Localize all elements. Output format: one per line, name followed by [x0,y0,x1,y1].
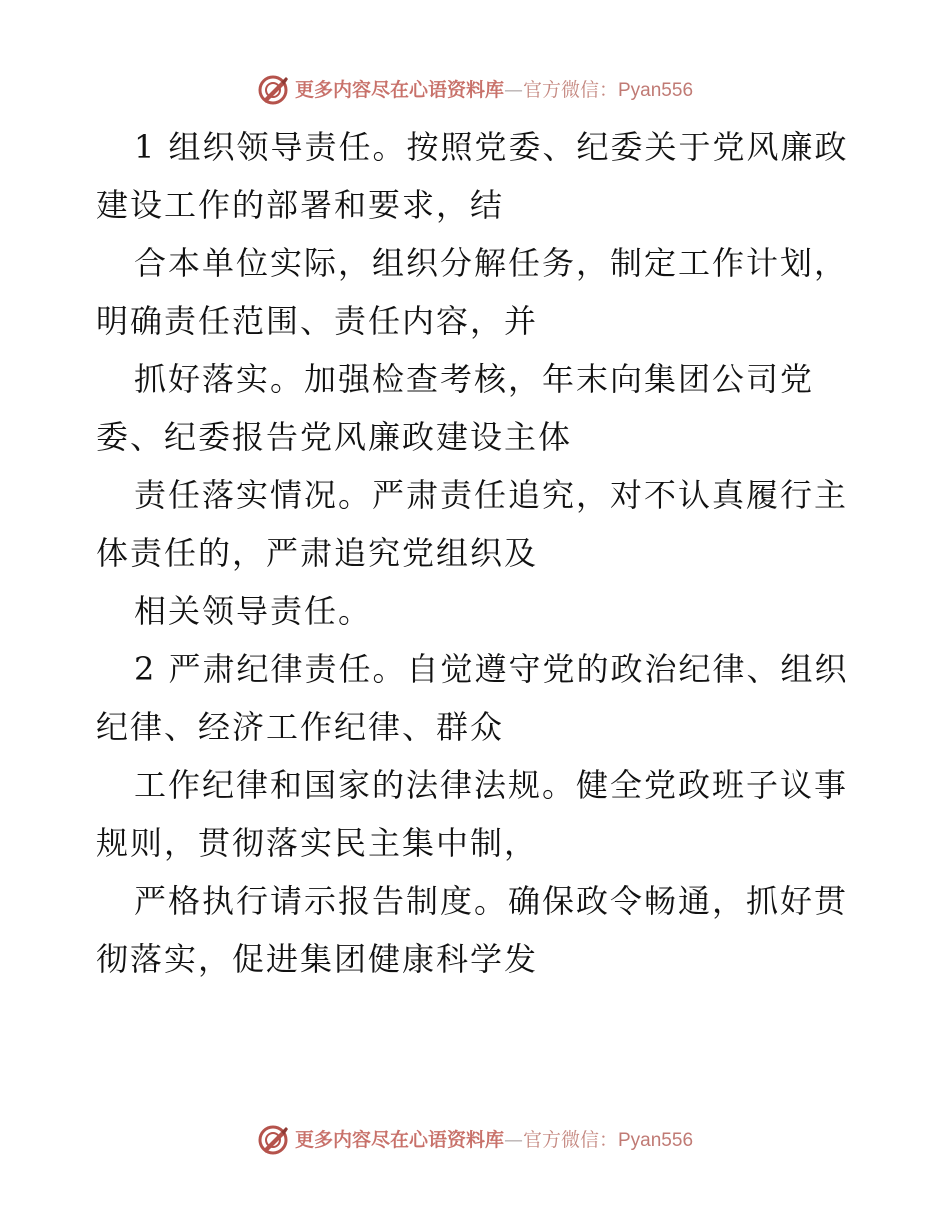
paragraph-line: 相关领导责任。 [134,592,373,630]
header-banner-title: 更多内容尽在心语资料库 [294,78,504,101]
paragraph-line: 纪律、经济工作纪律、群众 [96,708,505,746]
paragraph-line: 委、纪委报告党风廉政建设主体 [96,418,573,456]
footer-banner-wechat-label: 官方微信： [522,1128,618,1151]
paragraph-line: 抓好落实。加强检查考核，年末向集团公司党 [134,360,815,398]
header-banner-text [295,74,693,107]
pen-logo-icon [257,74,289,106]
paragraph-line: 规则，贯彻落实民主集中制， [96,824,539,862]
header-banner [0,72,950,108]
paragraph-line: 建设工作的部署和要求，结 [96,186,505,224]
document-body [96,118,856,988]
paragraph-line: 责任落实情况。严肃责任追究，对不认真履行主 [134,476,849,514]
paragraph-line: 彻落实，促进集团健康科学发 [96,940,539,978]
footer-banner [0,1122,950,1158]
header-banner-wechat-id: Pyan556 [618,79,694,101]
paragraph-line: 2 严肃纪律责任。自觉遵守党的政治纪律、组织 [134,650,849,688]
pen-logo-icon [257,1124,289,1156]
paragraph-line: 工作纪律和国家的法律法规。健全党政班子议事 [134,766,849,804]
paragraph-line: 严格执行请示报告制度。确保政令畅通，抓好贯 [134,882,849,920]
paragraph-line: 1 组织领导责任。按照党委、纪委关于党风廉政 [134,128,849,166]
paragraph-line: 明确责任范围、责任内容，并 [96,302,539,340]
footer-banner-wechat-id: Pyan556 [618,1129,694,1151]
footer-banner-separator: — [503,1128,523,1151]
footer-banner-text [295,1124,693,1157]
paragraph-line: 合本单位实际，组织分解任务，制定工作计划， [134,244,849,282]
header-banner-wechat-label: 官方微信： [522,78,618,101]
header-banner-separator: — [503,78,523,101]
paragraph-line: 体责任的，严肃追究党组织及 [96,534,539,572]
footer-banner-title: 更多内容尽在心语资料库 [294,1128,504,1151]
